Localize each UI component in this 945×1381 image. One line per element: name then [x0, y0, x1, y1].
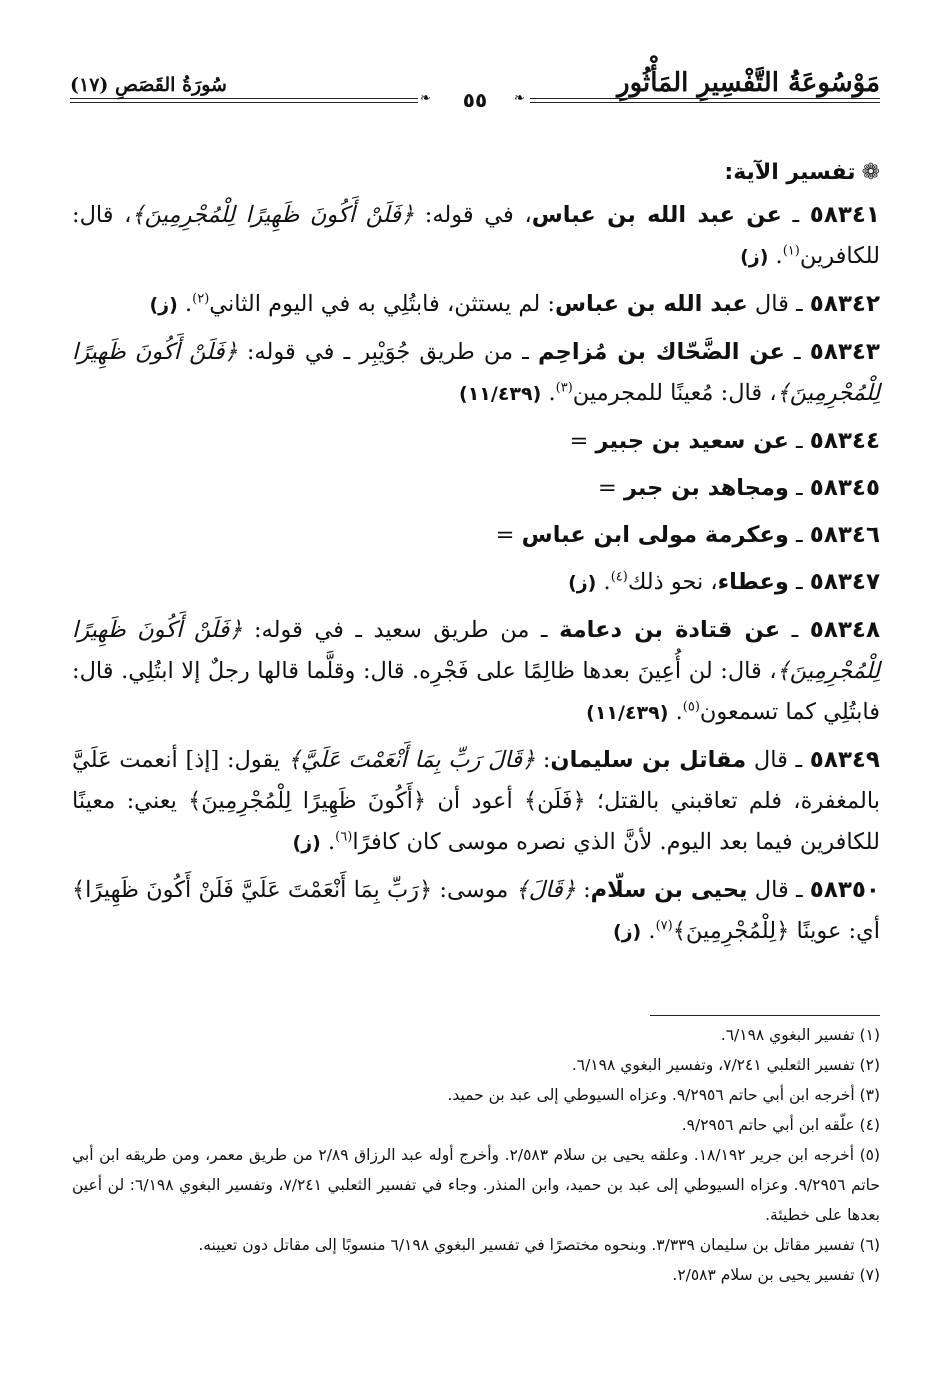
narration-entry [72, 421, 880, 462]
footnote-marker[interactable]: (١) [782, 243, 800, 259]
source-reference: (ز) [612, 921, 642, 943]
entry-number: ٥٨٣٤٧ [809, 569, 880, 595]
narrator: وعطاء [717, 569, 789, 595]
entry-text: : لم يستثن، فابتُلِي به في اليوم الثاني [209, 291, 555, 317]
narrator: وعكرمة مولى ابن عباس [521, 522, 789, 548]
entry-tail: . [596, 569, 611, 595]
footnote-marker[interactable]: (٦) [335, 829, 353, 845]
entry-number: ٥٨٣٤٨ [809, 617, 880, 643]
entry-dash: ـ [780, 617, 810, 643]
entry-dash: ـ [787, 747, 810, 773]
entry-dash: ـ [784, 339, 810, 365]
entry-text: ، قال: مُعينًا للمجرمين [572, 380, 777, 406]
entry-text: موسى: ﴿رَبِّ بِمَا أَنْعَمْتَ عَلَيَّ فَلَنْ أَكُونَ ظَهِيرًا﴾ أي: عوينًا ﴿لِلْمُجْرِمِينَ﴾ [72, 877, 880, 944]
entry-text: ، قال: لن أُعِينَ بعدها ظالِمًا على فَجْرِه. قال: وقلَّما قالها رجلٌ إلا ابتُلِي. قال: فابتُلِي كما تسمعون [72, 658, 880, 725]
entry-lead: قال [746, 747, 788, 773]
narration-entry [72, 468, 880, 509]
entry-tail: . [320, 829, 336, 855]
entry-dash: ـ [788, 522, 810, 548]
footnote-separator [650, 1015, 880, 1016]
surah-title: سُورَةُ القَصَصِ (١٧) [70, 74, 227, 96]
entry-text: : [575, 877, 591, 903]
entry-number: ٥٨٣٤٥ [809, 475, 880, 501]
narration-entry [72, 284, 880, 326]
entry-number: ٥٨٣٤٩ [809, 747, 880, 773]
section-heading [72, 152, 880, 193]
narrator: عن سعيد بن جبير [595, 428, 789, 454]
entry-text: ، قال: للكافرين [72, 202, 880, 269]
footnote-marker[interactable]: (٧) [655, 918, 673, 934]
narration-entry [72, 870, 880, 953]
footnote: (٢) تفسير الثعلبي ٧/٢٤١، وتفسير البغوي ٦/١٩٨. [571, 1056, 880, 1074]
quran-verse: ﴿فَلَنْ أَكُونَ ظَهِيرًا لِلْمُجْرِمِينَ﴾ [131, 202, 415, 228]
entry-tail: . [541, 380, 556, 406]
entry-dash: ـ [788, 877, 810, 903]
entry-text: = [495, 522, 522, 548]
ornament-left-icon: ❧ [420, 91, 431, 106]
quran-verse: ﴿قَالَ رَبِّ بِمَا أَنْعَمْتَ عَلَيَّ﴾ [287, 747, 536, 773]
footnote: (٤) علّقه ابن أبي حاتم ٩/٢٩٥٦. [681, 1116, 880, 1134]
footnote: (١) تفسير البغوي ٦/١٩٨. [720, 1026, 880, 1044]
narrator: عبد الله بن عباس [554, 291, 748, 317]
source-reference: (١١/٤٣٩) [586, 702, 669, 724]
entry-tail: . [177, 291, 193, 317]
entry-lead: قال [747, 291, 789, 317]
entry-dash: ـ [788, 291, 810, 317]
entry-number: ٥٨٣٤٣ [809, 339, 880, 365]
entry-text: يقول: [إذ] أنعمت عَلَيَّ بالمغفرة، فلم تعاقبني بالقتل؛ ﴿فَلَن﴾ أعود أن ﴿أَكُونَ ظَهِيرًا لِلْمُجْرِمِينَ﴾ يعني: معينًا للكافرين فيما بعد اليوم. لأنَّ الذي نصره موسى كان كافرًا [72, 747, 880, 855]
narrator: عن قتادة بن دعامة [559, 617, 781, 643]
footnote-marker[interactable]: (٣) [555, 380, 573, 396]
source-reference: (ز) [740, 246, 769, 268]
entry-text: ـ من طريق سعيد ـ في قوله: [242, 617, 560, 643]
entry-text: = [597, 475, 624, 501]
main-text [72, 152, 880, 959]
entry-number: ٥٨٣٤١ [809, 202, 880, 228]
footnote: (٣) أخرجه ابن أبي حاتم ٩/٢٩٥٦. وعزاه السيوطي إلى عبد بن حميد. [447, 1086, 880, 1104]
entry-dash: ـ [788, 428, 810, 454]
entry-number: ٥٨٣٤٦ [809, 522, 880, 548]
entry-text: ، نحو ذلك [627, 569, 718, 595]
footnotes [72, 1020, 880, 1290]
quran-verse: ﴿فَلَنْ أَكُونَ ظَهِيرًا لِلْمُجْرِمِينَ﴾ [72, 339, 880, 406]
entry-dash: ـ [781, 202, 810, 228]
narration-entry [72, 610, 880, 734]
entry-number: ٥٨٣٥٠ [809, 877, 880, 903]
source-reference: (ز) [568, 572, 597, 594]
footnote: (٥) أخرجه ابن جرير ١٨/١٩٢. وعلقه يحيى بن سلام ٢/٥٨٣. وأخرج أوله عبد الرزاق ٢/٨٩ من طريق معمر، ومن طريقه ابن أبي حاتم ٩/٢٩٥٦. وعزاه السيوطي إلى عبد بن حميد، وابن المنذر. وجاء في تفسير الثعلبي ٧/٢٤١، وتفسير البغوي ٦/١٩٨: لن أعين بعدها على خطيئة. [72, 1146, 881, 1224]
entry-dash: ـ [788, 475, 810, 501]
footnote: (٦) تفسير مقاتل بن سليمان ٣/٣٣٩. وبنحوه مختصرًا في تفسير البغوي ٦/١٩٨ منسوبًا إلى مقاتل دون تعيينه. [198, 1236, 880, 1254]
entry-text: : [535, 747, 551, 773]
source-reference: (ز) [149, 294, 178, 316]
narrator: مقاتل بن سليمان [550, 747, 747, 773]
entry-tail: . [641, 918, 656, 944]
narrator: عن عبد الله بن عباس [531, 202, 782, 228]
narration-entry [72, 332, 880, 415]
entry-dash: ـ [788, 569, 810, 595]
entry-number: ٥٨٣٤٢ [809, 291, 880, 317]
source-reference: (ز) [292, 832, 321, 854]
entry-number: ٥٨٣٤٤ [809, 428, 880, 454]
page-number: ٥٥ [420, 88, 530, 112]
footnote-marker[interactable]: (٥) [682, 699, 700, 715]
ornament-right-icon: ❧ [514, 91, 525, 106]
footnote-marker[interactable]: (٤) [610, 569, 628, 585]
entry-tail: . [668, 699, 683, 725]
narration-entry [72, 740, 880, 864]
book-title: مَوْسُوعَةُ التَّفْسِيرِ المَأْثُورِ [617, 68, 880, 98]
flower-ornament-icon: ❁ [861, 160, 880, 185]
running-header [70, 58, 880, 120]
narrator: ومجاهد بن جبر [623, 475, 789, 501]
quran-verse: ﴿قَالَ﴾ [515, 877, 576, 903]
entry-tail: . [768, 243, 783, 269]
section-heading-label: تفسير الآية: [724, 160, 856, 185]
footnote: (٧) تفسير يحيى بن سلام ٢/٥٨٣. [672, 1266, 880, 1284]
entry-text: ـ من طريق جُوَيْبِر ـ في قوله: [237, 339, 538, 365]
narration-entry [72, 515, 880, 556]
entry-text: ، في قوله: [414, 202, 532, 228]
source-reference: (١١/٤٣٩) [459, 383, 542, 405]
narration-entry [72, 195, 880, 278]
narrator: عن الضَّحّاك بن مُزاحِم [537, 339, 785, 365]
narration-entry [72, 562, 880, 604]
footnote-marker[interactable]: (٢) [192, 291, 210, 307]
quran-verse: ﴿فَلَنْ أَكُونَ ظَهِيرًا لِلْمُجْرِمِينَ﴾ [72, 617, 880, 684]
entry-lead: قال [747, 877, 789, 903]
entry-text: = [569, 428, 596, 454]
narrator: يحيى بن سلّام [590, 877, 748, 903]
